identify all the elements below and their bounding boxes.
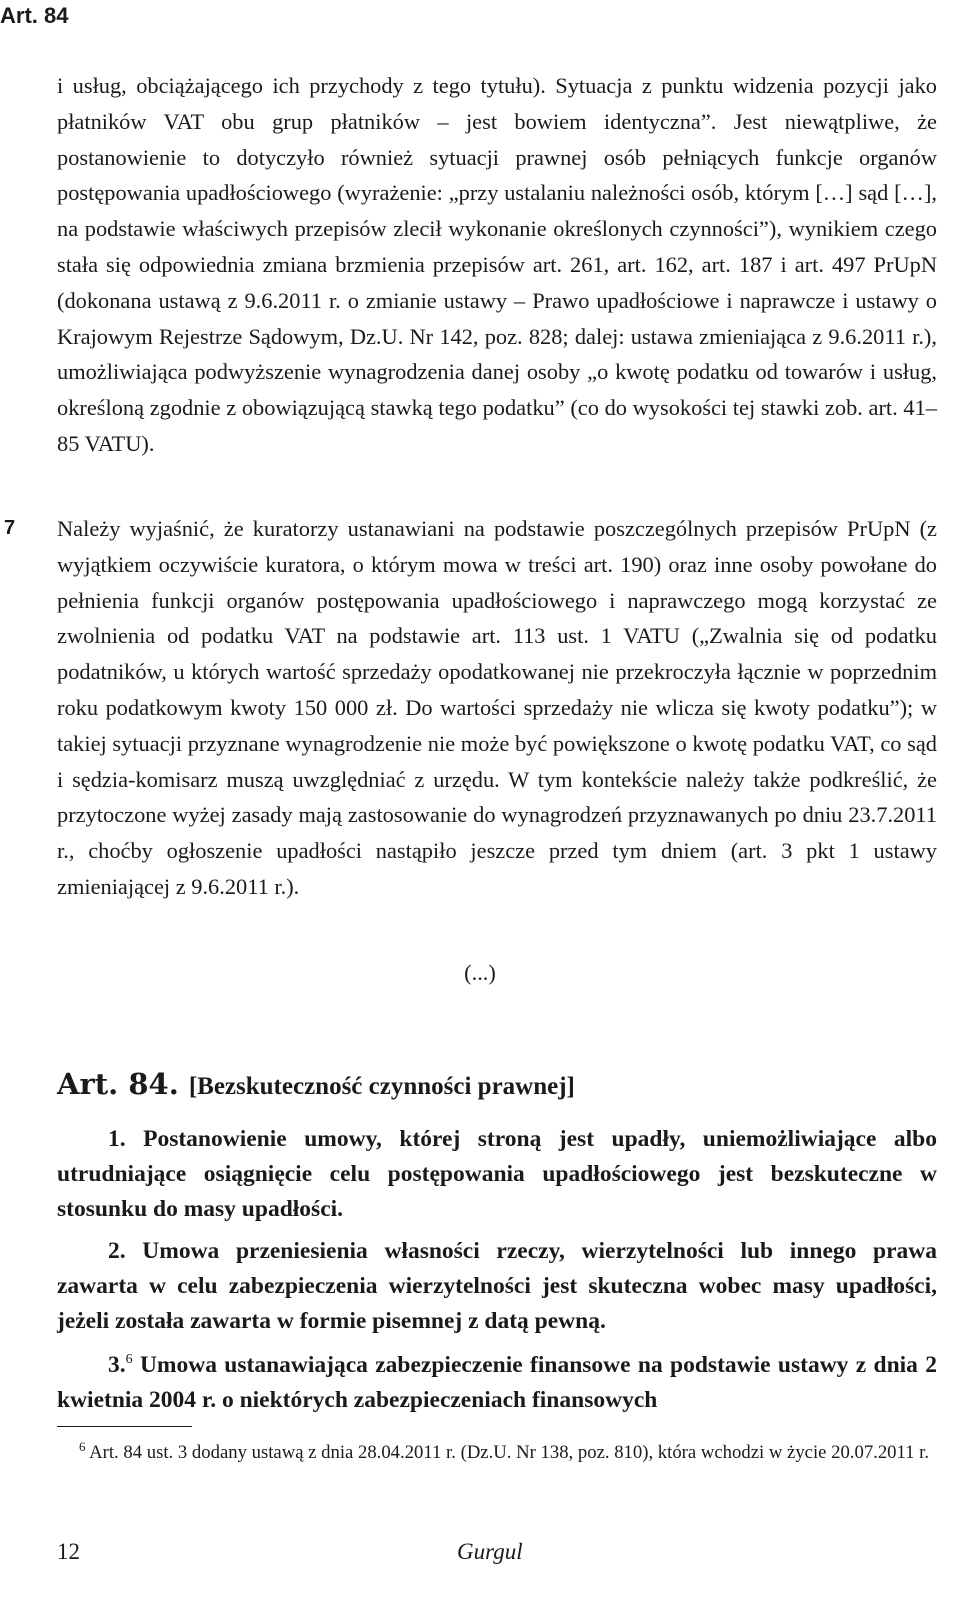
article-paragraph-2: 2. Umowa przeniesienia własności rzeczy, wierzytelności lub innego prawa zawarta w celu zabezpieczenia wierzytelności jest skuteczna wobec masy upadłości, jeżeli została zawarta w formie pisemnej z datą pewną. — [57, 1238, 937, 1334]
article-title: [Bezskuteczność czynności prawnej] — [188, 1073, 575, 1100]
footnote-separator — [57, 1426, 192, 1427]
page-number: 12 — [57, 1539, 80, 1564]
commentary-paragraph-7: Należy wyjaśnić, że kuratorzy ustanawiani na podstawie poszczególnych przepisów PrUpN (z wyjątkiem oczywiście kuratora, o którym mowa w treści art. 190) oraz inne osoby powołane do pełnienia funkcji organów postępowania upadłościowego i naprawczego mogą korzystać ze zwolnienia od podatku VAT na podstawie art. 113 ust. 1 VATU („Zwalnia się od podatku podatników, u których wartość sprzedaży opodatkowanej nie przekroczyła łącznie w poprzednim roku podatkowym kwoty 150 000 zł. Do wartości sprzedaży nie wlicza się kwoty podatku”); w takiej sytuacji przyznane wynagrodzenie nie może być powiększone o kwotę podatku VAT, co sąd i sędzia-komisarz muszą uwzględniać z urzędu. W tym kontekście należy także podkreślić, że przytoczone wyżej zasady mają zastosowanie do wynagrodzeń przyznawanych po dniu 23.7.2011 r., choćby ogłoszenie upadłości nastąpiło jeszcze przed tym dniem (art. 3 pkt 1 ustawy zmieniającej z 9.6.2011 r.). — [57, 516, 937, 899]
article-paragraph-3-text: Umowa ustanawiająca zabezpieczenie finansowe na podstawie ustawy z dnia 2 kwietnia 2004 r. o niektórych zabezpieczeniach finansowych — [57, 1352, 937, 1413]
article-paragraph-3-number: 3. — [108, 1352, 126, 1378]
article-number: Art. 84. — [57, 1067, 179, 1101]
footnote — [57, 1437, 937, 1468]
footnote-marker: 6 — [79, 1439, 86, 1454]
footnote-text: Art. 84 ust. 3 dodany ustawą z dnia 28.04.2011 r. (Dz.U. Nr 138, poz. 810), która wchodzi w życie 20.07.2011 r. — [85, 1442, 930, 1463]
margin-number: 7 — [4, 517, 16, 539]
running-header: Art. 84 — [0, 3, 69, 28]
article-paragraph-3 — [57, 1348, 937, 1418]
omission-marker: (...) — [464, 960, 496, 985]
footnote-reference[interactable]: 6 — [125, 1352, 133, 1367]
author-name: Gurgul — [457, 1539, 523, 1564]
commentary-paragraph-continuation: i usług, obciążającego ich przychody z tego tytułu). Sytuacja z punktu widzenia pozycji jako płatników VAT obu grup płatników – jest bowiem identyczna”. Jest niewątpliwe, że postanowienie to dotyczyło również sytuacji prawnej osób pełniących funkcje organów postępowania upadłościowego (wyrażenie: „przy ustalaniu należności osób, którym […] sąd […], na podstawie właściwych przepisów zlecił wykonanie określonych czynności”), wynikiem czego stała się odpowiednia zmiana brzmienia przepisów art. 261, art. 162, art. 187 i art. 497 PrUpN (dokonana ustawą z 9.6.2011 r. o zmianie ustawy – Prawo upadłościowe i naprawcze i ustawy o Krajowym Rejestrze Sądowym, Dz.U. Nr 142, poz. 828; dalej: ustawa zmieniająca z 9.6.2011 r.), umożliwiająca podwyższenie wynagrodzenia danej osoby „o kwotę podatku od towarów i usług, określoną zgodnie z obowiązującą stawką tego podatku” (co do wysokości tej stawki zob. art. 41–85 VATU). — [57, 73, 937, 456]
article-heading — [57, 1064, 575, 1110]
article-paragraph-1: 1. Postanowienie umowy, której stroną jest upadły, uniemożliwiające albo utrudniające osiągnięcie celu postępowania upadłościowego jest bezskuteczne w stosunku do masy upadłości. — [57, 1126, 937, 1222]
